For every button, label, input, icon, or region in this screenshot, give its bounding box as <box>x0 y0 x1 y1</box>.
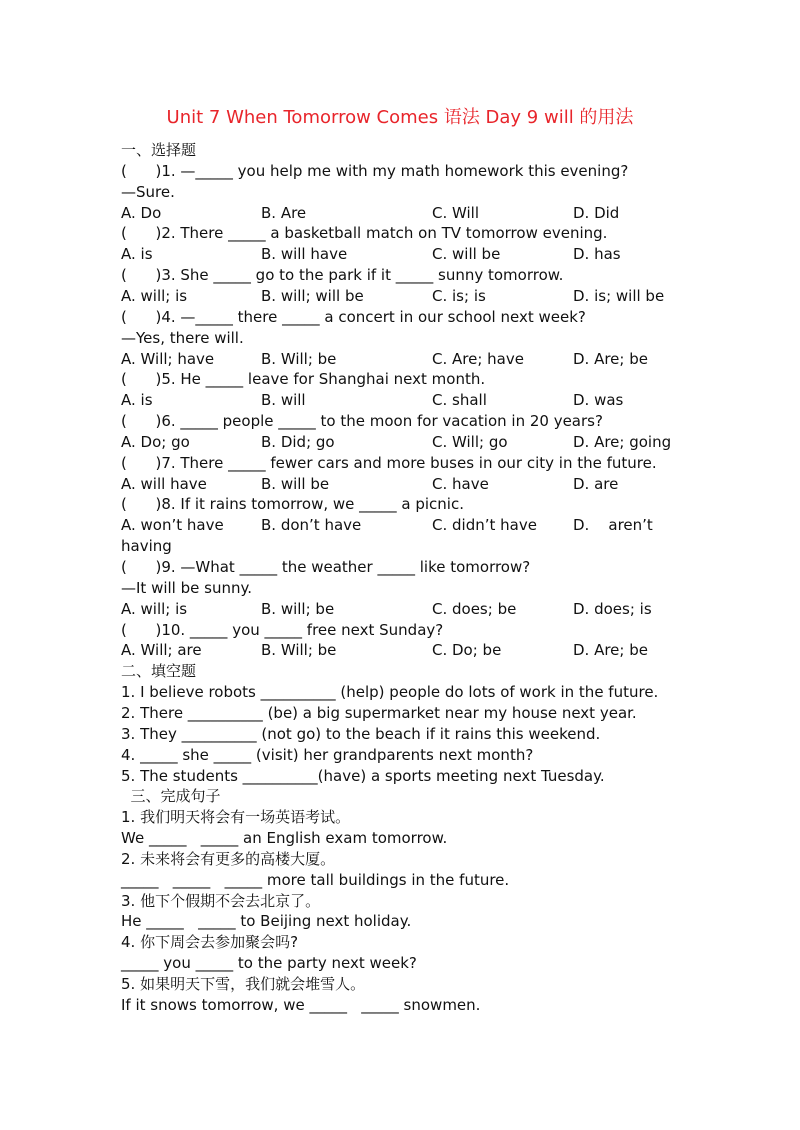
option-row <box>121 349 681 370</box>
option-d: D. does; is <box>573 600 652 618</box>
sentence-english: We _____ _____ an English exam tomorrow. <box>121 829 448 847</box>
question-stem: ( )5. He _____ leave for Shanghai next month. <box>121 370 486 388</box>
document-title: Unit 7 When Tomorrow Comes 语法 Day 9 will 的用法 <box>166 107 634 128</box>
question-stem: ( )4. —_____ there _____ a concert in our school next week? <box>121 308 586 326</box>
option-b: B. Will; be <box>261 641 337 659</box>
option-c: C. shall <box>432 391 487 409</box>
option-c: C. have <box>432 475 489 493</box>
option-a: A. is <box>121 245 153 263</box>
question-reply: —Yes, there will. <box>121 329 244 347</box>
option-d: D. has <box>573 245 621 263</box>
option-row <box>121 640 681 661</box>
fill-blank-item: 1. I believe robots __________ (help) people do lots of work in the future. <box>121 683 659 701</box>
option-c: C. does; be <box>432 600 517 618</box>
option-row <box>121 286 681 307</box>
option-a: A. will; is <box>121 287 188 305</box>
option-a: A. Do; go <box>121 433 190 451</box>
option-d: D. aren’t <box>573 516 653 534</box>
option-a: A. won’t have <box>121 516 224 534</box>
option-row <box>121 599 681 620</box>
option-wrap: having <box>121 537 172 555</box>
fill-blank-item: 4. _____ she _____ (visit) her grandparents next month? <box>121 746 534 764</box>
sentence-chinese: 2. 未来将会有更多的高楼大厦。 <box>121 850 336 868</box>
option-b: B. Are <box>261 204 307 222</box>
option-row <box>121 203 681 224</box>
option-d: D. Are; be <box>573 641 648 659</box>
question-stem: ( )8. If it rains tomorrow, we _____ a picnic. <box>121 495 464 513</box>
sentence-chinese: 4. 你下周会去参加聚会吗? <box>121 933 299 951</box>
sentence-chinese: 1. 我们明天将会有一场英语考试。 <box>121 808 351 826</box>
option-a: A. will have <box>121 475 207 493</box>
option-b: B. will; be <box>261 600 335 618</box>
option-b: B. will be <box>261 475 330 493</box>
option-d: D. are <box>573 475 619 493</box>
option-c: C. didn’t have <box>432 516 537 534</box>
question-stem: ( )7. There _____ fewer cars and more buses in our city in the future. <box>121 454 657 472</box>
fill-blank-item: 5. The students __________(have) a sports meeting next Tuesday. <box>121 767 605 785</box>
option-row <box>121 432 681 453</box>
question-reply: —Sure. <box>121 183 175 201</box>
option-c: C. will be <box>432 245 501 263</box>
option-c: C. Will <box>432 204 480 222</box>
option-c: C. Will; go <box>432 433 508 451</box>
option-row <box>121 474 681 495</box>
option-b: B. Will; be <box>261 350 337 368</box>
option-b: B. Did; go <box>261 433 335 451</box>
option-a: A. Will; are <box>121 641 202 659</box>
sentence-english: If it snows tomorrow, we _____ _____ snowmen. <box>121 996 481 1014</box>
question-stem: ( )9. —What _____ the weather _____ like tomorrow? <box>121 558 531 576</box>
question-stem: ( )2. There _____ a basketball match on TV tomorrow evening. <box>121 224 608 242</box>
option-a: A. is <box>121 391 153 409</box>
option-a: A. Do <box>121 204 162 222</box>
option-row <box>121 390 681 411</box>
option-d: D. Are; going <box>573 433 672 451</box>
fill-blank-item: 2. There __________ (be) a big supermarket near my house next year. <box>121 704 637 722</box>
option-c: C. Do; be <box>432 641 502 659</box>
option-d: D. is; will be <box>573 287 665 305</box>
sentence-english: He _____ _____ to Beijing next holiday. <box>121 912 412 930</box>
option-b: B. will; will be <box>261 287 364 305</box>
fill-blank-item: 3. They __________ (not go) to the beach if it rains this weekend. <box>121 725 601 743</box>
option-a: A. will; is <box>121 600 188 618</box>
question-stem: ( )3. She _____ go to the park if it _____ sunny tomorrow. <box>121 266 564 284</box>
option-row <box>121 515 681 536</box>
section-heading: 三、完成句子 <box>121 787 221 805</box>
option-d: D. Are; be <box>573 350 648 368</box>
question-stem: ( )6. _____ people _____ to the moon for vacation in 20 years? <box>121 412 603 430</box>
question-stem: ( )1. —_____ you help me with my math homework this evening? <box>121 162 629 180</box>
option-b: B. will have <box>261 245 348 263</box>
option-row <box>121 244 681 265</box>
question-stem: ( )10. _____ you _____ free next Sunday? <box>121 621 444 639</box>
section-heading: 二、填空题 <box>121 662 197 680</box>
sentence-chinese: 5. 如果明天下雪，我们就会堆雪人。 <box>121 975 366 993</box>
section-heading: 一、选择题 <box>121 141 197 159</box>
option-c: C. is; is <box>432 287 486 305</box>
option-d: D. was <box>573 391 624 409</box>
sentence-english: _____ _____ _____ more tall buildings in the future. <box>121 871 510 889</box>
option-b: B. don’t have <box>261 516 362 534</box>
option-c: C. Are; have <box>432 350 524 368</box>
sentence-english: _____ you _____ to the party next week? <box>121 954 417 972</box>
option-b: B. will <box>261 391 306 409</box>
option-a: A. Will; have <box>121 350 215 368</box>
sentence-chinese: 3. 他下个假期不会去北京了。 <box>121 892 321 910</box>
question-reply: —It will be sunny. <box>121 579 252 597</box>
option-d: D. Did <box>573 204 620 222</box>
